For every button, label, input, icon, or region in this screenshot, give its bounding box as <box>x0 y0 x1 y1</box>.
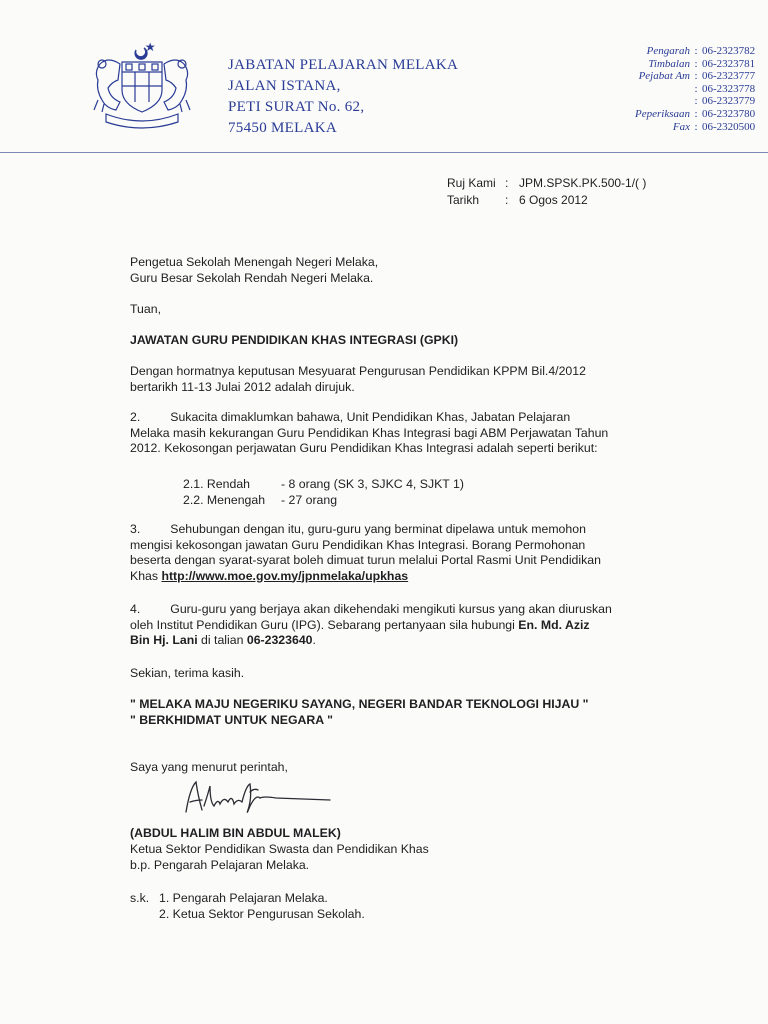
recipient-line: Pengetua Sekolah Menengah Negeri Melaka, <box>130 255 379 269</box>
list-item: 2.2. Menengah - 27 orang <box>183 492 338 507</box>
ref-label: Ruj Kami <box>447 176 496 190</box>
sk-item: 1. Pengarah Pelajaran Melaka. <box>159 891 328 905</box>
signature-icon <box>180 776 340 820</box>
list-item: 2.1. Rendah - 8 orang (SK 3, SJKC 4, SJKT 1) <box>183 477 464 491</box>
ref-value: JPM.SPSK.PK.500-1/( ) <box>519 176 647 190</box>
date-value: 6 Ogos 2012 <box>519 193 588 207</box>
coat-of-arms-icon <box>86 40 198 130</box>
phone-row: Pejabat Am : 06-2323777 <box>638 70 756 83</box>
phone-row: : 06-2323778 <box>694 82 756 95</box>
department-address <box>228 55 458 139</box>
header-divider <box>0 152 768 153</box>
address-line: 75450 MELAKA <box>228 120 338 136</box>
phone-row: Peperiksaan : 06-2323780 <box>635 107 756 120</box>
recipient-line: Guru Besar Sekolah Rendah Negeri Melaka. <box>130 271 374 285</box>
date-label: Tarikh <box>447 193 480 207</box>
address-line: JABATAN PELAJARAN MELAKA <box>228 57 459 73</box>
contact-phone: 06-2323640 <box>246 633 313 647</box>
phone-row: Fax : 06-2320500 <box>672 120 756 133</box>
paragraph-4: 4. Guru-guru yang berjaya akan dikehendaki mengikuti kursus yang akan diuruskan oleh Institut Pendidikan Guru (IPG). Sebarang pertanyaan sila hubungi En. Md. Aziz Bin Hj. Lani di talian 06-2323640. <box>130 602 612 647</box>
portal-link[interactable]: http://www.moe.gov.my/jpnmelaka/upkhas <box>161 568 409 583</box>
salutation: Tuan, <box>130 302 161 316</box>
paragraph-1: Dengan hormatnya keputusan Mesyuarat Pengurusan Pendidikan KPPM Bil.4/2012 bertarikh 11-13 Julai 2012 adalah dirujuk. <box>130 364 586 394</box>
phone-row: : 06-2323779 <box>694 95 756 108</box>
signatory-name: (ABDUL HALIM BIN ABDUL MALEK) <box>130 826 341 840</box>
address-line: PETI SURAT No. 62, <box>228 99 365 115</box>
slogan-line: " MELAKA MAJU NEGERIKU SAYANG, NEGERI BANDAR TEKNOLOGI HIJAU " <box>130 697 589 711</box>
phone-row: Timbalan : 06-2323781 <box>648 57 756 70</box>
paragraph-2: 2. Sukacita dimaklumkan bahawa, Unit Pendidikan Khas, Jabatan Pelajaran Melaka masih kekurangan Guru Pendidikan Khas Integrasi bagi ABM Perjawatan Tahun 2012. Kekosongan perjawatan Guru Pendidikan Khas Integrasi adalah seperti berikut: <box>130 410 609 455</box>
phone-row: Pengarah : 06-2323782 <box>646 45 756 57</box>
slogan-line: " BERKHIDMAT UNTUK NEGARA " <box>130 713 333 727</box>
signatory-on-behalf: b.p. Pengarah Pelajaran Melaka. <box>130 858 310 872</box>
signatory-title: Ketua Sektor Pendidikan Swasta dan Pendidikan Khas <box>130 842 429 856</box>
copy-to-list <box>130 890 365 922</box>
paragraph-3: 3. Sehubungan dengan itu, guru-guru yang berminat dipelawa untuk memohon mengisi kekosongan jawatan Guru Pendidikan Khas Integrasi. Borang Permohonan beserta dengan syarat-syarat boleh dimuat turun melalui Portal Rasmi Unit Pendidikan Khas http://www.moe.gov.my/jpnmelaka/upkhas <box>130 522 601 583</box>
sign-off: Saya yang menurut perintah, <box>130 760 288 774</box>
closing-line: Sekian, terima kasih. <box>130 666 245 680</box>
sk-prefix: s.k. <box>130 891 150 905</box>
vacancy-list <box>183 477 464 508</box>
subject-heading: JAWATAN GURU PENDIDIKAN KHAS INTEGRASI (GPKI) <box>130 333 459 347</box>
reference-block: Ruj Kami : JPM.SPSK.PK.500-1/( ) Tarikh : 6 Ogos 2012 <box>447 176 647 207</box>
address-line: JALAN ISTANA, <box>228 78 341 94</box>
sk-item: 2. Ketua Sektor Pengurusan Sekolah. <box>159 907 365 921</box>
phone-directory <box>560 45 760 133</box>
